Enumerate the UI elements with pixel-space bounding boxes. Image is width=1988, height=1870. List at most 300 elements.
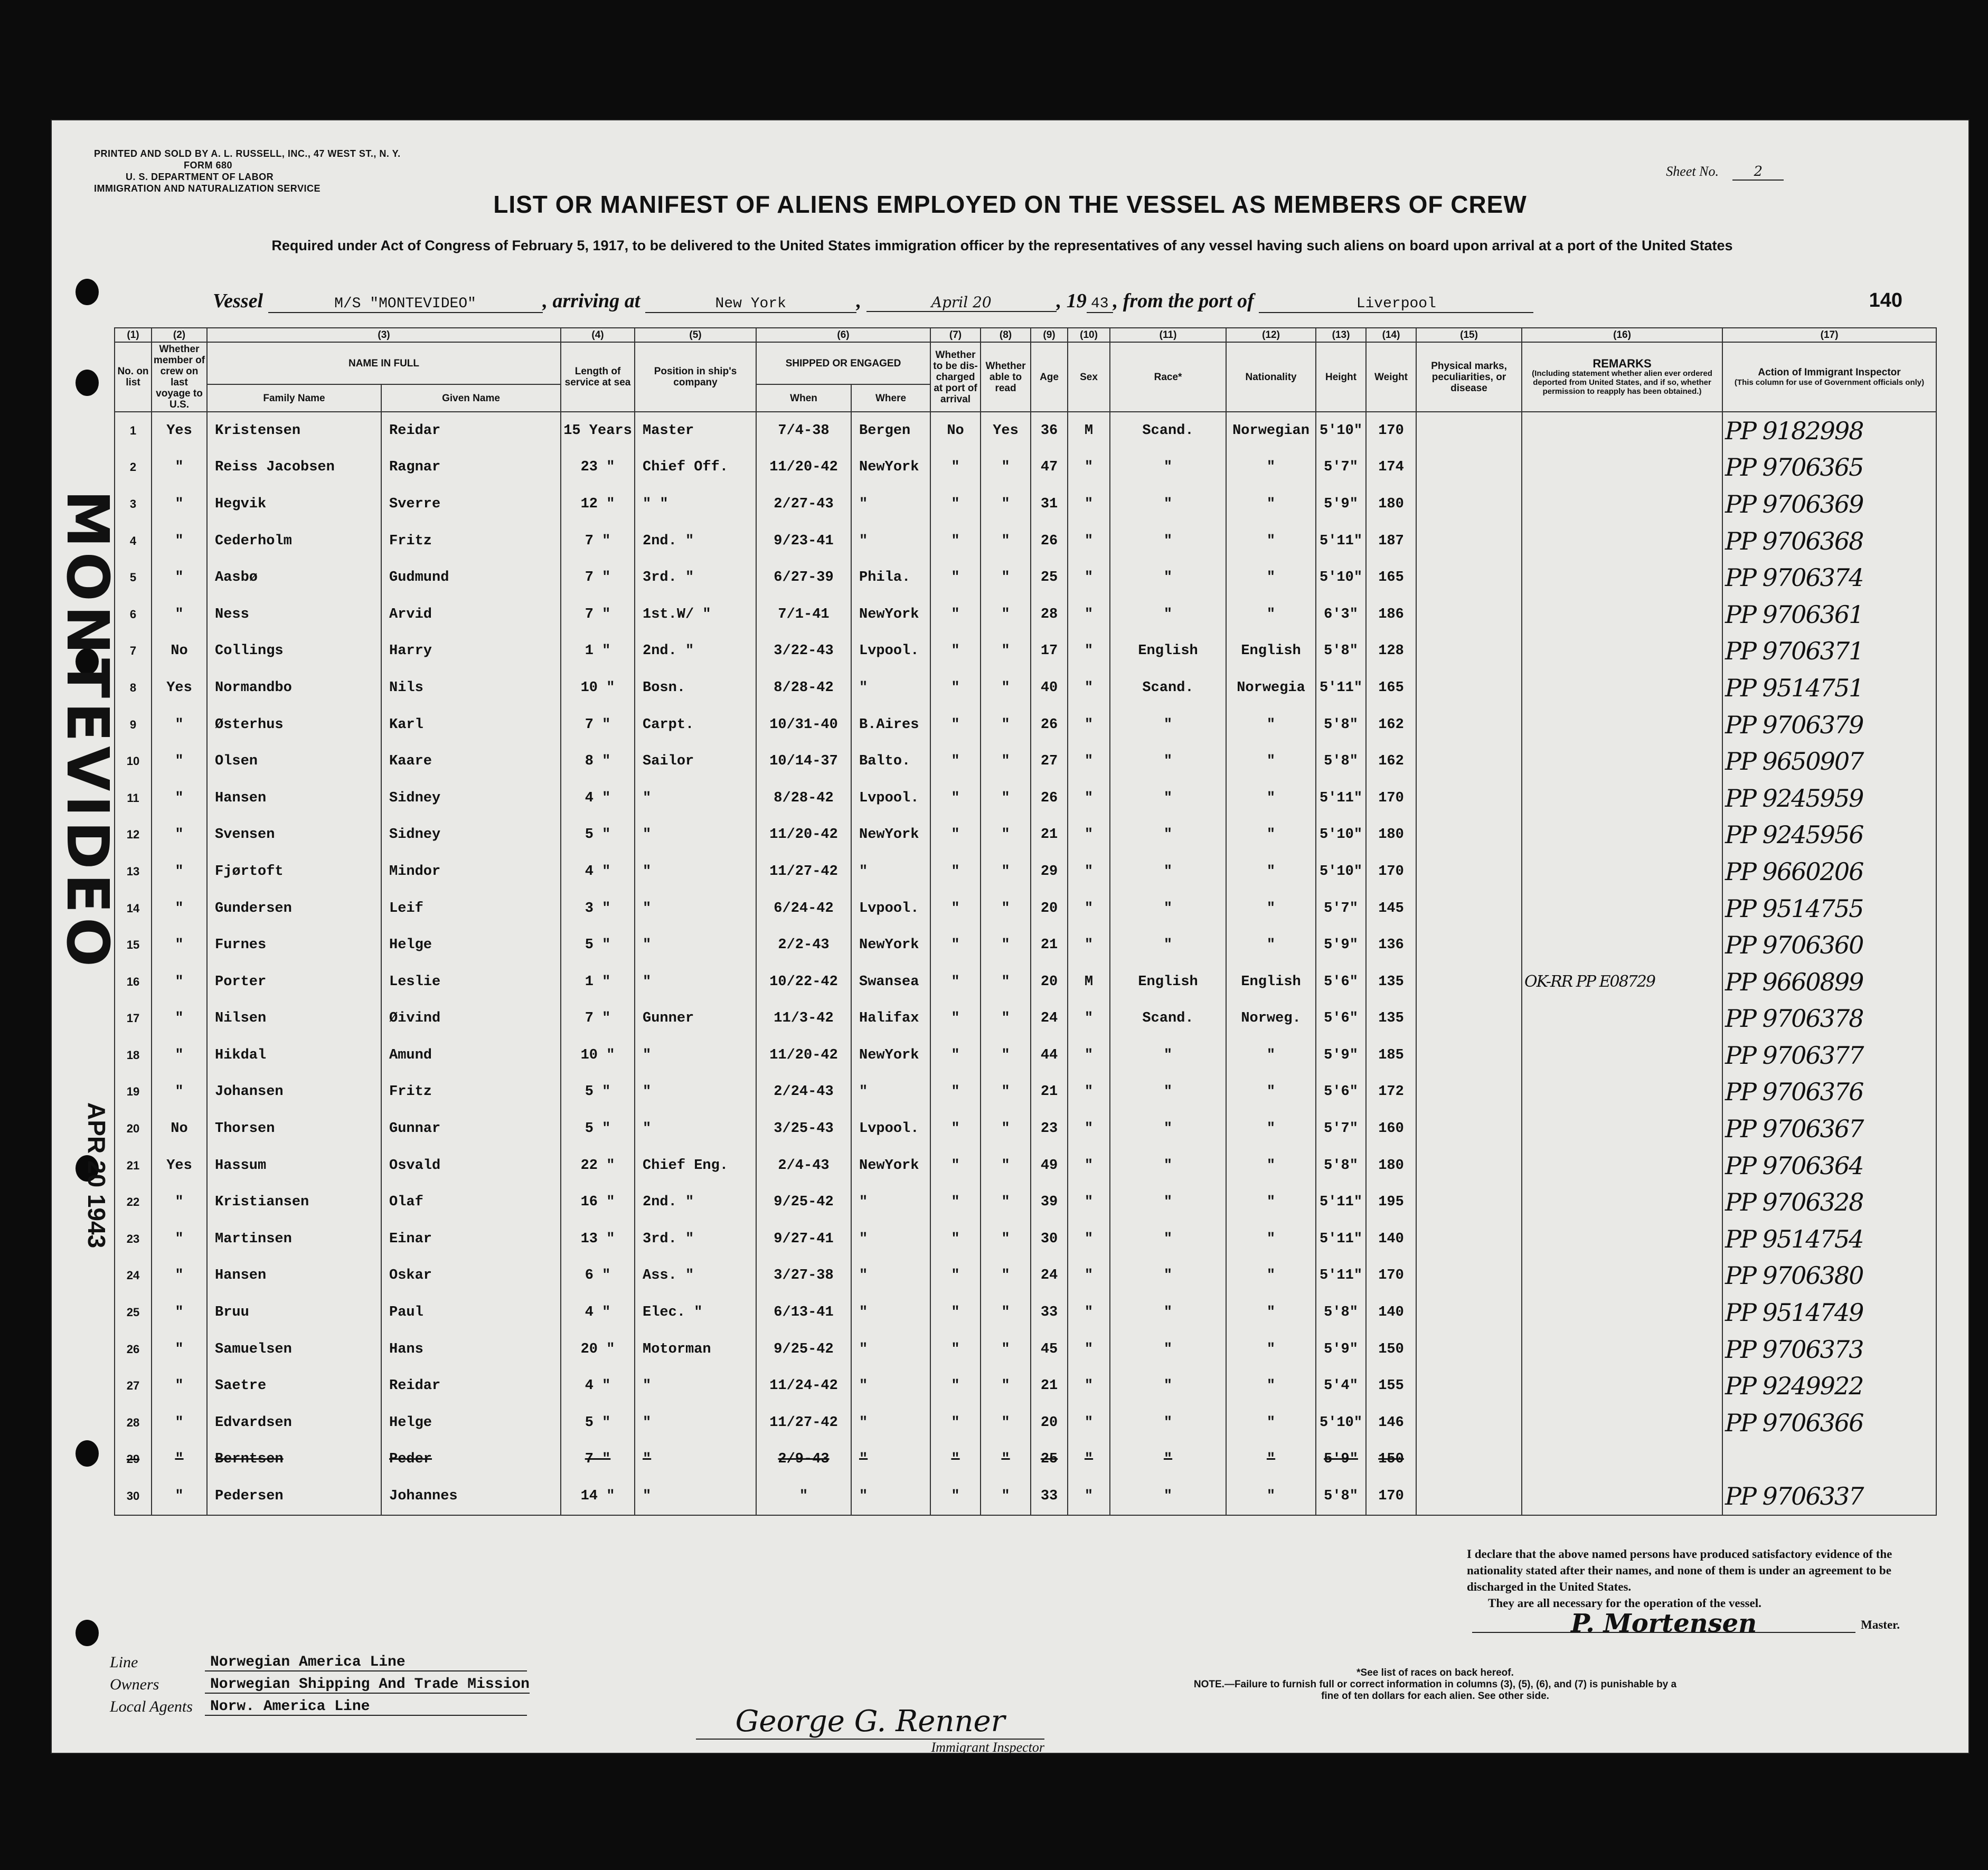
race: " (1110, 706, 1226, 743)
crew-row (115, 817, 1936, 854)
crew-row (115, 449, 1936, 486)
inspector-action: PP 9706368 (1722, 523, 1936, 560)
age: 27 (1031, 743, 1068, 780)
shipped-when: 3/25-43 (756, 1110, 851, 1147)
position: " (635, 780, 756, 817)
to-be-discharged: " (930, 633, 981, 670)
shipped-where: " (851, 1441, 930, 1478)
position: Carpt. (635, 706, 756, 743)
weight: 135 (1366, 964, 1416, 1000)
position: " (635, 1074, 756, 1111)
inspector-action: PP 9706337 (1722, 1478, 1936, 1515)
position: " (635, 1404, 756, 1441)
race: " (1110, 1331, 1226, 1368)
given-name: Oskar (381, 1258, 561, 1295)
col-num: (1) (115, 328, 152, 342)
row-number: 12 (115, 817, 152, 854)
family-name: Ness (207, 596, 381, 633)
nationality: " (1226, 1367, 1316, 1404)
remarks (1522, 1184, 1722, 1221)
race: " (1110, 1478, 1226, 1515)
height: 5'8" (1316, 706, 1366, 743)
crew-row (115, 1110, 1936, 1147)
length-of-service: 4 " (561, 1294, 635, 1331)
to-be-discharged: " (930, 1147, 981, 1184)
year: 43 (1087, 296, 1113, 313)
sex: " (1068, 780, 1110, 817)
family-name: Kristensen (207, 412, 381, 449)
given-name: Paul (381, 1294, 561, 1331)
height: 5'6" (1316, 1074, 1366, 1111)
header-length-of-service: Length of service at sea (561, 342, 635, 412)
able-to-read: " (981, 1037, 1031, 1074)
crew-row (115, 1147, 1936, 1184)
master-declaration (1467, 1546, 1900, 1638)
vessel-stamp: MONTEVIDEO (54, 490, 121, 971)
nationality: " (1226, 1037, 1316, 1074)
race: " (1110, 1367, 1226, 1404)
given-name: Amund (381, 1037, 561, 1074)
position: Chief Eng. (635, 1147, 756, 1184)
header-family-name: Family Name (207, 384, 381, 412)
race: " (1110, 1147, 1226, 1184)
given-name: Reidar (381, 412, 561, 449)
shipped-when: 11/24-42 (756, 1367, 851, 1404)
inspector-action: PP 9706367 (1722, 1110, 1936, 1147)
crew-last-voyage: " (152, 817, 207, 854)
age: 29 (1031, 853, 1068, 890)
crew-row (115, 669, 1936, 706)
family-name: Aasbø (207, 559, 381, 596)
header-action-title: Action of Immigrant Inspector (1758, 367, 1901, 378)
length-of-service: 3 " (561, 890, 635, 927)
length-of-service: 20 " (561, 1331, 635, 1368)
remarks (1522, 1294, 1722, 1331)
sex: " (1068, 706, 1110, 743)
inspector-action (1722, 1441, 1936, 1478)
shipped-where: Halifax (851, 1000, 930, 1037)
row-number: 23 (115, 1221, 152, 1258)
weight: 150 (1366, 1441, 1416, 1478)
family-name: Reiss Jacobsen (207, 449, 381, 486)
weight: 128 (1366, 633, 1416, 670)
race: " (1110, 486, 1226, 523)
given-name: Gudmund (381, 559, 561, 596)
given-name: Karl (381, 706, 561, 743)
shipped-when: 11/20-42 (756, 817, 851, 854)
able-to-read: " (981, 1478, 1031, 1515)
remarks (1522, 1110, 1722, 1147)
shipped-where: " (851, 1294, 930, 1331)
given-name: Osvald (381, 1147, 561, 1184)
to-be-discharged: " (930, 1367, 981, 1404)
races-note: *See list of races on back hereof. (1356, 1667, 1514, 1678)
shipped-when: 3/27-38 (756, 1258, 851, 1295)
position: " (635, 964, 756, 1000)
to-be-discharged: " (930, 927, 981, 964)
col-num: (3) (207, 328, 561, 342)
inspector-action: PP 9706360 (1722, 927, 1936, 964)
age: 26 (1031, 706, 1068, 743)
declaration-text: I declare that the above named persons have produced satisfactory evidence of the nationality stated after their names, and none of them is under an agreement to be discharged in the United States. (1467, 1547, 1892, 1593)
nationality: " (1226, 596, 1316, 633)
able-to-read: " (981, 669, 1031, 706)
inspector-action: PP 9706374 (1722, 559, 1936, 596)
nationality: " (1226, 449, 1316, 486)
inspector-action: PP 9706376 (1722, 1074, 1936, 1111)
remarks (1522, 780, 1722, 817)
header-discharged: Whether to be dis-charged at port of arrival (930, 342, 981, 412)
sex: " (1068, 927, 1110, 964)
height: 5'8" (1316, 1294, 1366, 1331)
weight: 187 (1366, 523, 1416, 560)
sex: " (1068, 1147, 1110, 1184)
nationality: " (1226, 706, 1316, 743)
age: 26 (1031, 780, 1068, 817)
position: " (635, 817, 756, 854)
to-be-discharged: " (930, 1184, 981, 1221)
family-name: Hikdal (207, 1037, 381, 1074)
age: 25 (1031, 559, 1068, 596)
race: Scand. (1110, 669, 1226, 706)
remarks (1522, 1331, 1722, 1368)
penalty-note: NOTE.—Failure to furnish full or correct information in columns (3), (5), (6), and (7) is punishable by a fine of ten dollars for each alien. See other side. (1193, 1679, 1677, 1702)
age: 23 (1031, 1110, 1068, 1147)
length-of-service: 5 " (561, 1404, 635, 1441)
shipped-where: NewYork (851, 449, 930, 486)
sex: " (1068, 559, 1110, 596)
nationality: " (1226, 1184, 1316, 1221)
shipped-when: 10/14-37 (756, 743, 851, 780)
age: 33 (1031, 1294, 1068, 1331)
race: " (1110, 1221, 1226, 1258)
vessel-label: Vessel (213, 290, 263, 312)
position: Sailor (635, 743, 756, 780)
arriving-port: New York (645, 296, 856, 313)
family-name: Gundersen (207, 890, 381, 927)
nationality: English (1226, 633, 1316, 670)
given-name: Kaare (381, 743, 561, 780)
age: 21 (1031, 817, 1068, 854)
col-num: (4) (561, 328, 635, 342)
remarks (1522, 853, 1722, 890)
row-number: 15 (115, 927, 152, 964)
remarks (1522, 1037, 1722, 1074)
age: 49 (1031, 1147, 1068, 1184)
to-be-discharged: " (930, 964, 981, 1000)
family-name: Olsen (207, 743, 381, 780)
to-be-discharged: " (930, 1258, 981, 1295)
inspector-action: PP 9706371 (1722, 633, 1936, 670)
remarks (1522, 1258, 1722, 1295)
race: " (1110, 780, 1226, 817)
height: 5'9" (1316, 927, 1366, 964)
position: " (635, 1037, 756, 1074)
position: " (635, 853, 756, 890)
row-number: 21 (115, 1147, 152, 1184)
crew-row (115, 743, 1936, 780)
row-number: 24 (115, 1258, 152, 1295)
sex: " (1068, 596, 1110, 633)
crew-row (115, 1037, 1936, 1074)
nationality: Norweg. (1226, 1000, 1316, 1037)
weight: 170 (1366, 853, 1416, 890)
length-of-service: 7 " (561, 596, 635, 633)
position: Motorman (635, 1331, 756, 1368)
weight: 170 (1366, 780, 1416, 817)
remarks (1522, 412, 1722, 449)
weight: 155 (1366, 1367, 1416, 1404)
height: 5'11" (1316, 523, 1366, 560)
position: Gunner (635, 1000, 756, 1037)
crew-last-voyage: " (152, 1074, 207, 1111)
height: 5'10" (1316, 817, 1366, 854)
family-name: Edvardsen (207, 1404, 381, 1441)
sex: " (1068, 486, 1110, 523)
weight: 145 (1366, 890, 1416, 927)
able-to-read: " (981, 486, 1031, 523)
family-name: Hassum (207, 1147, 381, 1184)
crew-last-voyage: " (152, 927, 207, 964)
crew-row (115, 486, 1936, 523)
family-name: Hegvik (207, 486, 381, 523)
remarks (1522, 1441, 1722, 1478)
family-name: Fjørtoft (207, 853, 381, 890)
shipped-when: 10/22-42 (756, 964, 851, 1000)
shipped-where: " (851, 1221, 930, 1258)
vessel-name: M/S "MONTEVIDEO" (268, 296, 543, 313)
able-to-read: " (981, 706, 1031, 743)
age: 28 (1031, 596, 1068, 633)
nationality: " (1226, 743, 1316, 780)
sex: M (1068, 964, 1110, 1000)
physical-marks (1416, 669, 1522, 706)
height: 5'11" (1316, 1258, 1366, 1295)
sex: " (1068, 1221, 1110, 1258)
sex: " (1068, 1294, 1110, 1331)
inspector-action: PP 9514754 (1722, 1221, 1936, 1258)
family-name: Pedersen (207, 1478, 381, 1515)
crew-table-body (115, 412, 1936, 1515)
able-to-read: " (981, 633, 1031, 670)
able-to-read: " (981, 1331, 1031, 1368)
physical-marks (1416, 1441, 1522, 1478)
remarks (1522, 449, 1722, 486)
to-be-discharged: " (930, 1000, 981, 1037)
year-prefix: 19 (1066, 290, 1087, 312)
column-number-row (115, 328, 1936, 342)
able-to-read: " (981, 1258, 1031, 1295)
nationality: " (1226, 1404, 1316, 1441)
to-be-discharged: " (930, 449, 981, 486)
master-signature-block (1467, 1609, 1900, 1638)
physical-marks (1416, 1074, 1522, 1111)
inspector-action: PP 9660206 (1722, 853, 1936, 890)
crew-last-voyage: " (152, 1331, 207, 1368)
height: 5'6" (1316, 964, 1366, 1000)
shipped-when: 2/4-43 (756, 1147, 851, 1184)
crew-last-voyage: No (152, 1110, 207, 1147)
crew-last-voyage: " (152, 780, 207, 817)
family-name: Østerhus (207, 706, 381, 743)
able-to-read: " (981, 559, 1031, 596)
physical-marks (1416, 890, 1522, 927)
age: 31 (1031, 486, 1068, 523)
age: 36 (1031, 412, 1068, 449)
printer-line: IMMIGRATION AND NATURALIZATION SERVICE (94, 183, 321, 194)
shipped-when: 6/27-39 (756, 559, 851, 596)
inspector-signature: George G. Renner (696, 1704, 1044, 1740)
age: 20 (1031, 890, 1068, 927)
physical-marks (1416, 449, 1522, 486)
to-be-discharged: " (930, 853, 981, 890)
crew-last-voyage: Yes (152, 669, 207, 706)
family-name: Cederholm (207, 523, 381, 560)
position: Elec. " (635, 1294, 756, 1331)
inspector-action: PP 9706369 (1722, 486, 1936, 523)
age: 17 (1031, 633, 1068, 670)
shipped-where: Lvpool. (851, 633, 930, 670)
race: English (1110, 633, 1226, 670)
crew-row (115, 890, 1936, 927)
able-to-read: " (981, 817, 1031, 854)
header-when: When (756, 384, 851, 412)
able-to-read: " (981, 1404, 1031, 1441)
race: " (1110, 449, 1226, 486)
fine-note (1187, 1667, 1683, 1702)
race: " (1110, 596, 1226, 633)
row-number: 19 (115, 1074, 152, 1111)
position: " (635, 1478, 756, 1515)
able-to-read: " (981, 890, 1031, 927)
physical-marks (1416, 1258, 1522, 1295)
header-remarks-title: REMARKS (1593, 357, 1652, 370)
position: 3rd. " (635, 1221, 756, 1258)
sheet-number-value: 2 (1732, 164, 1784, 181)
remarks (1522, 890, 1722, 927)
printer-line: FORM 680 (184, 160, 233, 171)
crew-row (115, 964, 1936, 1000)
physical-marks (1416, 964, 1522, 1000)
to-be-discharged: No (930, 412, 981, 449)
physical-marks (1416, 1478, 1522, 1515)
agents-label: Local Agents (110, 1698, 193, 1715)
nationality: " (1226, 1221, 1316, 1258)
to-be-discharged: " (930, 706, 981, 743)
weight: 150 (1366, 1331, 1416, 1368)
to-be-discharged: " (930, 1221, 981, 1258)
nationality: Norwegia (1226, 669, 1316, 706)
crew-row (115, 1184, 1936, 1221)
shipped-when: 7/1-41 (756, 596, 851, 633)
master-signature: P. Mortensen (1472, 1616, 1855, 1633)
length-of-service: 16 " (561, 1184, 635, 1221)
col-num: (6) (756, 328, 930, 342)
document-title: LIST OR MANIFEST OF ALIENS EMPLOYED ON THE VESSEL AS MEMBERS OF CREW (493, 191, 1527, 218)
physical-marks (1416, 853, 1522, 890)
family-name: Samuelsen (207, 1331, 381, 1368)
row-number: 18 (115, 1037, 152, 1074)
arriving-label: , arriving at (542, 290, 640, 312)
inspector-action: PP 9650907 (1722, 743, 1936, 780)
weight: 140 (1366, 1221, 1416, 1258)
given-name: Sidney (381, 817, 561, 854)
position: Master (635, 412, 756, 449)
given-name: Johannes (381, 1478, 561, 1515)
sex: " (1068, 1258, 1110, 1295)
length-of-service: 10 " (561, 1037, 635, 1074)
inspector-action: PP 9706373 (1722, 1331, 1936, 1368)
height: 5'9" (1316, 1037, 1366, 1074)
age: 24 (1031, 1000, 1068, 1037)
weight: 195 (1366, 1184, 1416, 1221)
remarks: OK-RR PP E08729 (1522, 964, 1722, 1000)
crew-last-voyage: " (152, 1478, 207, 1515)
shipped-where: Phila. (851, 559, 930, 596)
family-name: Thorsen (207, 1110, 381, 1147)
printer-line: PRINTED AND SOLD BY A. L. RUSSELL, INC., 47 WEST ST., N. Y. (94, 148, 401, 159)
physical-marks (1416, 706, 1522, 743)
nationality: " (1226, 1441, 1316, 1478)
to-be-discharged: " (930, 1404, 981, 1441)
position: 2nd. " (635, 1184, 756, 1221)
physical-marks (1416, 596, 1522, 633)
age: 25 (1031, 1441, 1068, 1478)
crew-row (115, 927, 1936, 964)
weight: 170 (1366, 1258, 1416, 1295)
able-to-read: " (981, 853, 1031, 890)
row-number: 30 (115, 1478, 152, 1515)
length-of-service: 1 " (561, 633, 635, 670)
to-be-discharged: " (930, 1037, 981, 1074)
header-position: Position in ship's company (635, 342, 756, 412)
crew-row (115, 780, 1936, 817)
given-name: Fritz (381, 1074, 561, 1111)
position: " (635, 927, 756, 964)
weight: 140 (1366, 1294, 1416, 1331)
family-name: Hansen (207, 1258, 381, 1295)
remarks (1522, 743, 1722, 780)
row-number: 4 (115, 523, 152, 560)
family-name: Collings (207, 633, 381, 670)
sex: " (1068, 1478, 1110, 1515)
nationality: Norwegian (1226, 412, 1316, 449)
shipped-where: " (851, 1184, 930, 1221)
shipped-when: 2/2-43 (756, 927, 851, 964)
given-name: Harry (381, 633, 561, 670)
row-number: 9 (115, 706, 152, 743)
weight: 165 (1366, 559, 1416, 596)
given-name: Arvid (381, 596, 561, 633)
nationality: " (1226, 1478, 1316, 1515)
length-of-service: 7 " (561, 706, 635, 743)
row-number: 22 (115, 1184, 152, 1221)
length-of-service: 5 " (561, 817, 635, 854)
sheet-number (1666, 164, 1784, 180)
nationality: " (1226, 927, 1316, 964)
race: " (1110, 1184, 1226, 1221)
col-num: (16) (1522, 328, 1722, 342)
height: 5'7" (1316, 890, 1366, 927)
remarks (1522, 1074, 1722, 1111)
crew-row (115, 559, 1936, 596)
header-member-of-crew: Whether member of crew on last voyage to U.S. (152, 342, 207, 412)
sex: " (1068, 853, 1110, 890)
header-action (1722, 342, 1936, 412)
owners-value: Norwegian Shipping And Trade Mission (205, 1676, 530, 1694)
manifest-sheet (52, 120, 1968, 1753)
remarks (1522, 1147, 1722, 1184)
